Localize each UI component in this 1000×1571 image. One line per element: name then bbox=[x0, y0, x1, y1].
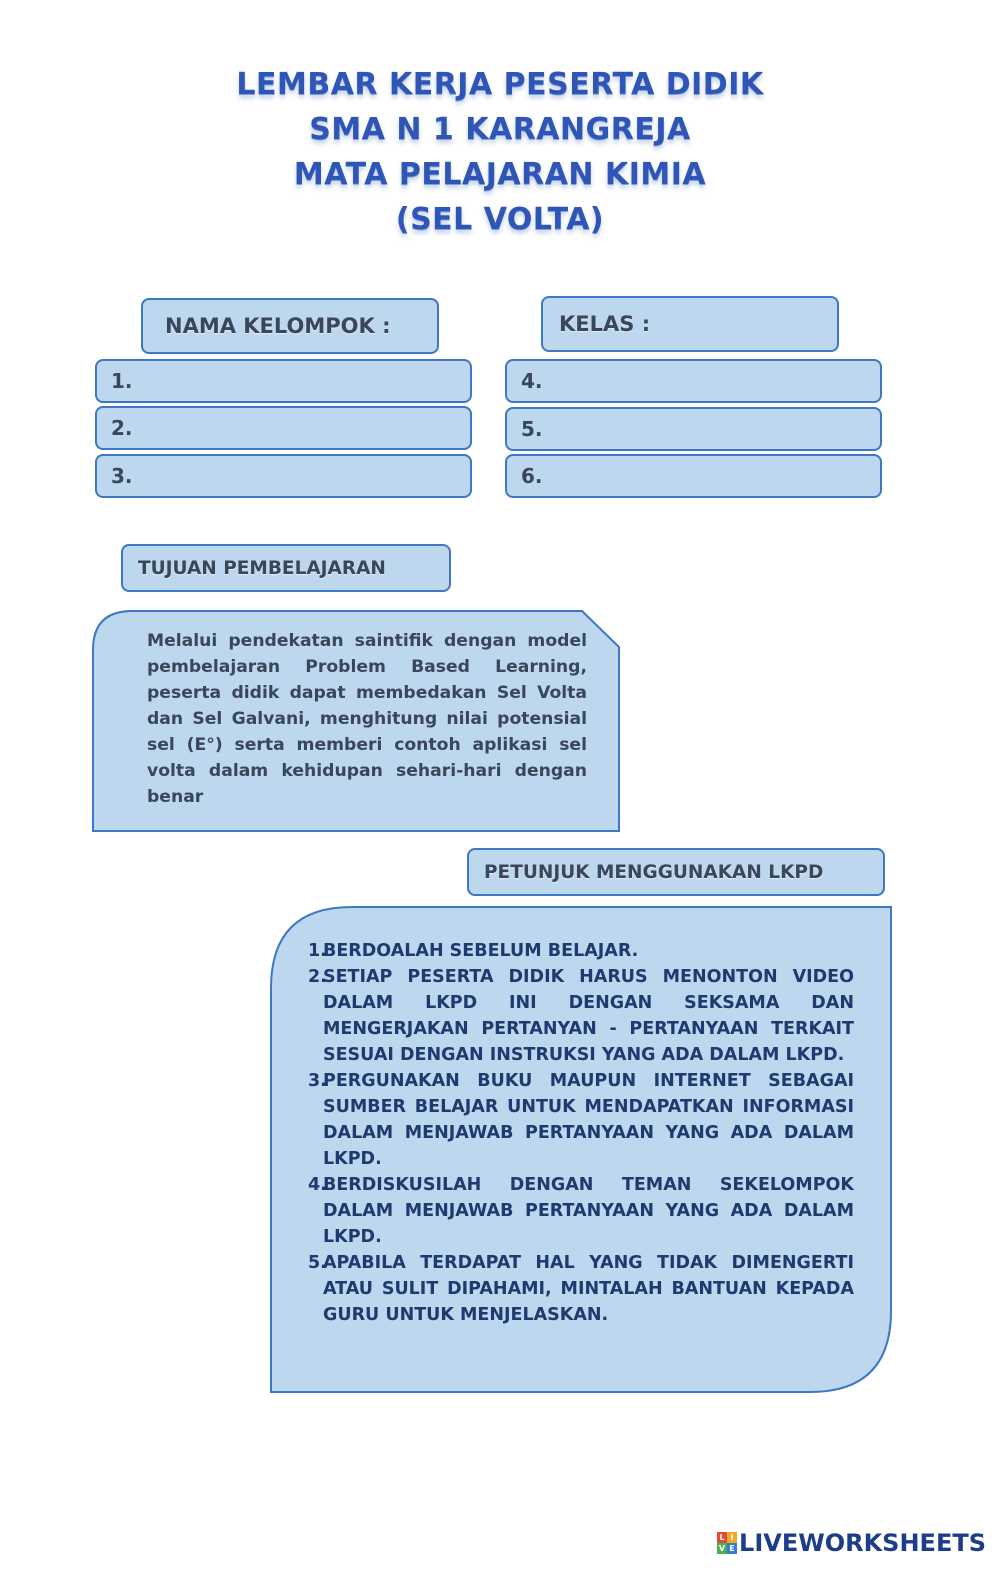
nama-kelompok-label bbox=[141, 298, 439, 354]
liveworksheets-logo-icon bbox=[717, 1532, 737, 1554]
tujuan-text: Melalui pendekatan saintifik dengan model pembelajaran Problem Based Learning, peserta didik dapat membedakan Sel Volta dan Sel Galvani, menghitung nilai potensial sel (E°) serta memberi contoh aplikasi sel volta dalam kehidupan sehari-hari dengan benar bbox=[147, 631, 587, 807]
member-field-6[interactable] bbox=[505, 454, 882, 498]
liveworksheets-logo[interactable] bbox=[717, 1529, 986, 1557]
nama-kelompok-text: NAMA KELOMPOK : bbox=[165, 314, 391, 338]
petunjuk-item-1 bbox=[308, 938, 854, 964]
logo-cell-e: E bbox=[727, 1543, 737, 1554]
tujuan-label-text: TUJUAN PEMBELAJARAN bbox=[138, 557, 386, 579]
petunjuk-item-5 bbox=[308, 1250, 854, 1328]
member-number: 1. bbox=[111, 369, 133, 393]
petunjuk-item-text: BERDOALAH SEBELUM BELAJAR. bbox=[323, 941, 639, 961]
petunjuk-item-text: PERGUNAKAN BUKU MAUPUN INTERNET SEBAGAI SUMBER BELAJAR UNTUK MENDAPATKAN INFORMASI DALAM MENJAWAB PERTANYAAN YANG ADA DALAM LKPD. bbox=[323, 1071, 854, 1169]
kelas-label bbox=[541, 296, 839, 352]
petunjuk-panel bbox=[270, 906, 892, 1394]
petunjuk-item-number: 1. bbox=[308, 941, 327, 961]
title-line-2: SMA N 1 KARANGREJA bbox=[309, 112, 691, 147]
petunjuk-item-text: SETIAP PESERTA DIDIK HARUS MENONTON VIDEO DALAM LKPD INI DENGAN SEKSAMA DAN MENGERJAKAN PERTANYAN - PERTANYAAN TERKAIT SESUAI DENGAN INSTRUKSI YANG ADA DALAM LKPD. bbox=[323, 967, 854, 1065]
petunjuk-item-2 bbox=[308, 964, 854, 1068]
logo-cell-i: I bbox=[727, 1532, 737, 1543]
member-number: 5. bbox=[521, 417, 543, 441]
member-number: 3. bbox=[111, 464, 133, 488]
member-number: 4. bbox=[521, 369, 543, 393]
member-field-2[interactable] bbox=[95, 406, 472, 450]
petunjuk-label bbox=[467, 848, 885, 896]
tujuan-panel bbox=[92, 610, 620, 832]
petunjuk-item-text: APABILA TERDAPAT HAL YANG TIDAK DIMENGERTI ATAU SULIT DIPAHAMI, MINTALAH BANTUAN KEPADA GURU UNTUK MENJELASKAN. bbox=[323, 1253, 854, 1325]
petunjuk-label-text: PETUNJUK MENGGUNAKAN LKPD bbox=[484, 861, 824, 883]
logo-cell-l: L bbox=[717, 1532, 727, 1543]
logo-cell-v: V bbox=[718, 1544, 726, 1553]
kelas-text: KELAS : bbox=[559, 312, 651, 336]
worksheet-title bbox=[0, 62, 1000, 242]
petunjuk-item-number: 3. bbox=[308, 1071, 327, 1091]
petunjuk-item-4 bbox=[308, 1172, 854, 1250]
member-field-4[interactable] bbox=[505, 359, 882, 403]
member-number: 6. bbox=[521, 464, 543, 488]
petunjuk-item-number: 5. bbox=[308, 1253, 327, 1273]
title-line-3: MATA PELAJARAN KIMIA bbox=[293, 157, 707, 192]
brand-name: LIVEWORKSHEETS bbox=[739, 1529, 986, 1557]
member-field-1[interactable] bbox=[95, 359, 472, 403]
member-field-5[interactable] bbox=[505, 407, 882, 451]
member-number: 2. bbox=[111, 416, 133, 440]
member-field-3[interactable] bbox=[95, 454, 472, 498]
title-line-1: LEMBAR KERJA PESERTA DIDIK bbox=[236, 67, 764, 102]
tujuan-label bbox=[121, 544, 451, 592]
petunjuk-item-number: 4. bbox=[308, 1175, 327, 1195]
petunjuk-list bbox=[308, 938, 854, 1328]
petunjuk-item-number: 2. bbox=[308, 967, 327, 987]
petunjuk-item-text: BERDISKUSILAH DENGAN TEMAN SEKELOMPOK DALAM MENJAWAB PERTANYAAN YANG ADA DALAM LKPD. bbox=[323, 1175, 854, 1247]
petunjuk-item-3 bbox=[308, 1068, 854, 1172]
title-line-4: (SEL VOLTA) bbox=[395, 202, 605, 237]
